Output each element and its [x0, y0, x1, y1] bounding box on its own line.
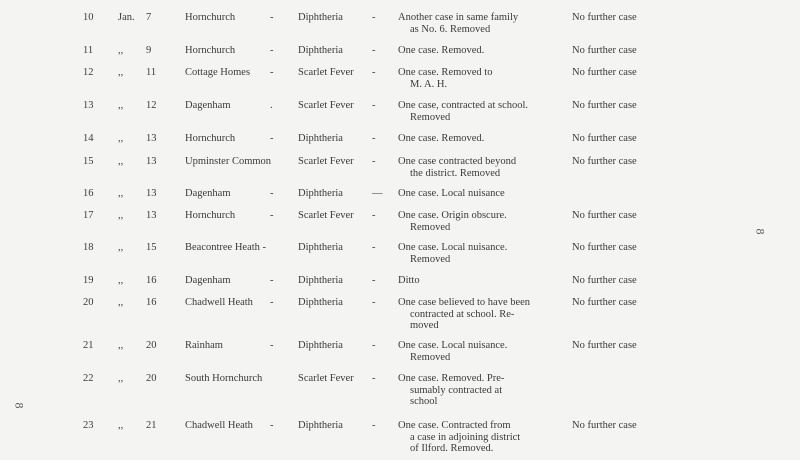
case-number: 19 — [83, 275, 94, 286]
day: 11 — [146, 67, 157, 78]
remarks — [398, 67, 558, 90]
remarks-line: Removed — [410, 351, 451, 363]
place: Beacontree Heath - — [185, 242, 267, 253]
case-number: 15 — [83, 156, 94, 167]
month: ,, — [118, 242, 124, 253]
remarks — [398, 45, 558, 57]
month: ,, — [118, 67, 124, 78]
remarks-line: of Ilford. Removed. — [410, 443, 494, 454]
remarks — [398, 340, 558, 363]
remarks — [398, 12, 558, 35]
remarks — [398, 100, 558, 123]
disease: Diphtheria — [298, 188, 343, 199]
separator: - — [270, 12, 274, 23]
remarks-line: One case. Removed to — [398, 67, 493, 78]
remarks-line: Removed — [410, 253, 451, 265]
remarks — [398, 210, 558, 233]
result: No further case — [572, 12, 637, 23]
disease: Diphtheria — [298, 297, 343, 308]
remarks-line: Ditto — [398, 275, 420, 286]
case-number: 13 — [83, 100, 94, 111]
day: 21 — [146, 420, 157, 431]
separator: - — [372, 67, 376, 78]
day: 13 — [146, 210, 157, 221]
remarks — [398, 420, 558, 455]
result: No further case — [572, 45, 637, 56]
page-number-left: 8 — [12, 402, 27, 409]
disease: Scarlet Fever — [298, 373, 354, 384]
place: Cottage Homes — [185, 67, 251, 78]
case-number: 16 — [83, 188, 94, 199]
place: Hornchurch — [185, 45, 236, 56]
day: 13 — [146, 156, 157, 167]
remarks-line: a case in adjoining district — [410, 431, 521, 443]
remarks-line: Removed — [410, 111, 451, 123]
remarks-line: Removed — [410, 221, 451, 233]
result: No further case — [572, 340, 637, 351]
result: No further case — [572, 210, 637, 221]
remarks-line: M. A. H. — [410, 78, 448, 90]
separator: - — [372, 156, 376, 167]
day: 20 — [146, 340, 157, 351]
remarks-line: One case believed to have been — [398, 297, 531, 308]
place: Chadwell Heath — [185, 420, 253, 431]
case-number: 14 — [83, 133, 94, 144]
separator: - — [270, 420, 274, 431]
remarks-line: One case. Removed. — [398, 133, 485, 144]
separator: - — [372, 242, 376, 253]
remarks-line: school — [410, 396, 438, 407]
disease: Scarlet Fever — [298, 100, 354, 111]
remarks-line: moved — [410, 320, 439, 331]
separator: - — [372, 340, 376, 351]
place: Hornchurch — [185, 210, 236, 221]
day: 13 — [146, 188, 157, 199]
day: 9 — [146, 45, 152, 56]
result: No further case — [572, 420, 637, 431]
place: Rainham — [185, 340, 223, 351]
month: ,, — [118, 340, 124, 351]
separator: - — [270, 45, 274, 56]
disease: Scarlet Fever — [298, 156, 354, 167]
remarks — [398, 297, 558, 332]
remarks-line: One case contracted beyond — [398, 156, 517, 167]
remarks-line: sumably contracted at — [410, 384, 503, 396]
month: ,, — [118, 297, 124, 308]
separator: - — [270, 67, 274, 78]
day: 7 — [146, 12, 152, 23]
case-number: 21 — [83, 340, 94, 351]
remarks — [398, 133, 558, 145]
remarks — [398, 373, 558, 408]
disease: Diphtheria — [298, 340, 343, 351]
place: South Hornchurch — [185, 373, 263, 384]
result: No further case — [572, 133, 637, 144]
case-number: 18 — [83, 242, 94, 253]
remarks-line: One case. Removed. — [398, 45, 485, 56]
separator: - — [372, 133, 376, 144]
month: ,, — [118, 275, 124, 286]
day: 16 — [146, 297, 157, 308]
day: 13 — [146, 133, 157, 144]
place: Chadwell Heath — [185, 297, 253, 308]
disease: Diphtheria — [298, 275, 343, 286]
disease: Scarlet Fever — [298, 67, 354, 78]
remarks — [398, 275, 558, 287]
place: Dagenham — [185, 100, 231, 111]
disease: Diphtheria — [298, 12, 343, 23]
case-number: 20 — [83, 297, 94, 308]
disease: Diphtheria — [298, 45, 343, 56]
place: Hornchurch — [185, 12, 236, 23]
case-number: 11 — [83, 45, 94, 56]
remarks — [398, 156, 558, 179]
remarks-line: as No. 6. Removed — [410, 23, 491, 35]
month: ,, — [118, 373, 124, 384]
place: Dagenham — [185, 188, 231, 199]
disease: Diphtheria — [298, 242, 343, 253]
month: ,, — [118, 420, 124, 431]
place: Hornchurch — [185, 133, 236, 144]
day: 20 — [146, 373, 157, 384]
separator: - — [372, 100, 376, 111]
month: ,, — [118, 156, 124, 167]
remarks — [398, 188, 558, 200]
separator: - — [270, 133, 274, 144]
separator: - — [270, 210, 274, 221]
result: No further case — [572, 275, 637, 286]
month: ,, — [118, 188, 124, 199]
case-number: 12 — [83, 67, 94, 78]
month: ,, — [118, 45, 124, 56]
separator: - — [372, 12, 376, 23]
remarks-line: One case. Origin obscure. — [398, 210, 507, 221]
disease: Scarlet Fever — [298, 210, 354, 221]
month: Jan. — [118, 12, 135, 23]
separator: — — [372, 188, 383, 199]
separator: - — [270, 275, 274, 286]
case-number: 10 — [83, 12, 94, 23]
separator: - — [372, 45, 376, 56]
remarks-line: One case. Local nuisance. — [398, 242, 508, 253]
remarks-line: One case, contracted at school. — [398, 100, 529, 111]
result: No further case — [572, 100, 637, 111]
result: No further case — [572, 297, 637, 308]
separator: - — [372, 210, 376, 221]
disease: Diphtheria — [298, 420, 343, 431]
result: No further case — [572, 156, 637, 167]
place: Dagenham — [185, 275, 231, 286]
remarks-line: Another case in same family — [398, 12, 519, 23]
remarks-line: One case. Local nuisance. — [398, 340, 508, 351]
separator: - — [372, 420, 376, 431]
month: ,, — [118, 100, 124, 111]
separator: . — [270, 100, 273, 111]
separator: - — [270, 188, 274, 199]
case-number: 22 — [83, 373, 94, 384]
month: ,, — [118, 210, 124, 221]
disease: Diphtheria — [298, 133, 343, 144]
page-number-right: 8 — [753, 228, 768, 235]
separator: - — [372, 373, 376, 384]
separator: - — [270, 340, 274, 351]
place: Upminster Common — [185, 156, 272, 167]
result: No further case — [572, 242, 637, 253]
case-number: 23 — [83, 420, 94, 431]
separator: - — [270, 297, 274, 308]
remarks-line: contracted at school. Re- — [410, 308, 515, 320]
remarks-line: One case. Removed. Pre- — [398, 373, 505, 384]
day: 12 — [146, 100, 157, 111]
remarks-line: One case. Contracted from — [398, 420, 511, 431]
separator: - — [372, 297, 376, 308]
day: 15 — [146, 242, 157, 253]
remarks-line: One case. Local nuisance — [398, 188, 505, 199]
remarks — [398, 242, 558, 265]
month: ,, — [118, 133, 124, 144]
result: No further case — [572, 67, 637, 78]
day: 16 — [146, 275, 157, 286]
case-number: 17 — [83, 210, 94, 221]
remarks-line: the district. Removed — [410, 167, 501, 179]
separator: - — [372, 275, 376, 286]
